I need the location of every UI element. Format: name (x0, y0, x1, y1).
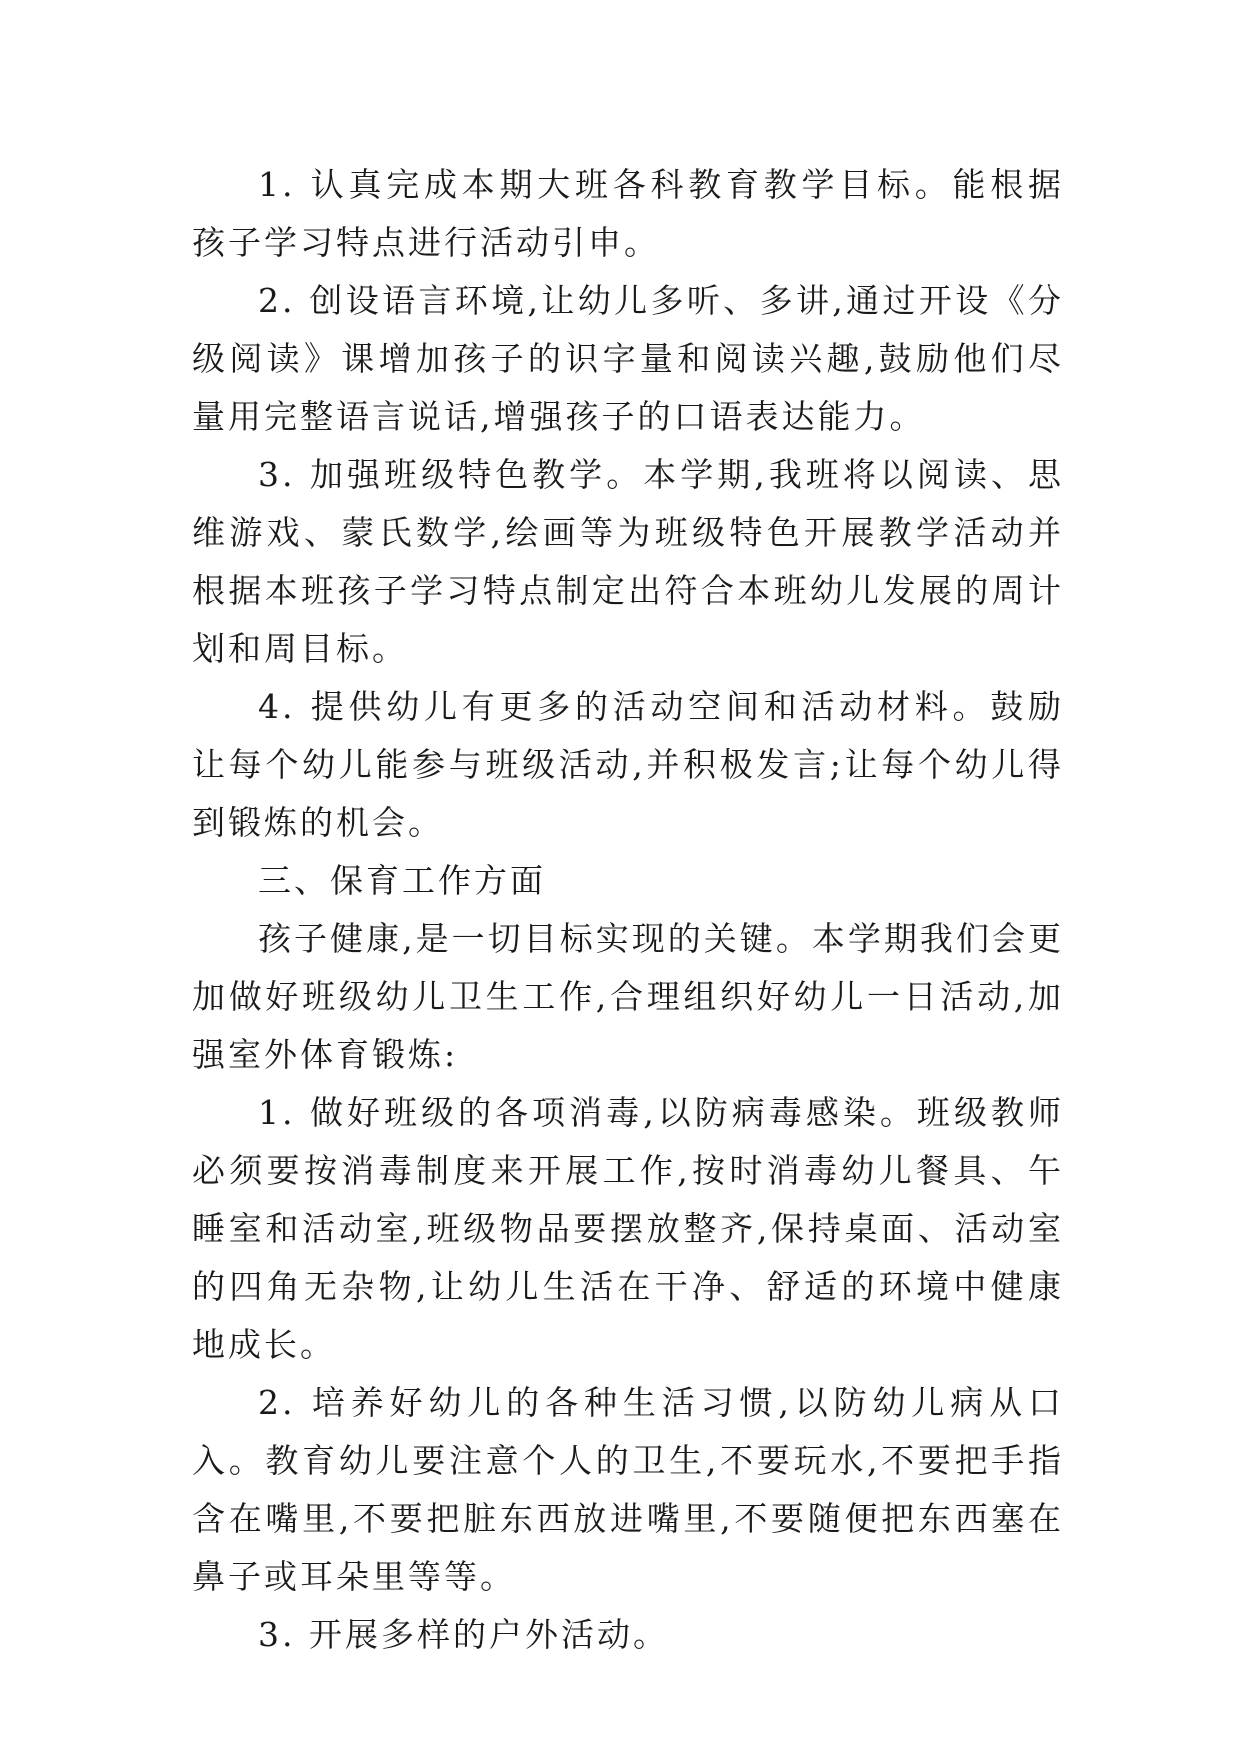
paragraph-teaching-goal-4: 4. 提供幼儿有更多的活动空间和活动材料。鼓励让每个幼儿能参与班级活动,并积极发言;让每个幼儿得到锻炼的机会。 (192, 687, 1064, 842)
paragraph-care-intro: 孩子健康,是一切目标实现的关键。本学期我们会更加做好班级幼儿卫生工作,合理组织好幼儿一日活动,加强室外体育锻炼: (192, 919, 1064, 1074)
paragraph-care-item-3: 3. 开展多样的户外活动。 (258, 1615, 669, 1654)
paragraph-care-item-1: 1. 做好班级的各项消毒,以防病毒感染。班级教师必须要按消毒制度来开展工作,按时消毒幼儿餐具、午睡室和活动室,班级物品要摆放整齐,保持桌面、活动室的四角无杂物,让幼儿生活在干净、舒适的环境中健康地成长。 (192, 1093, 1064, 1364)
paragraph-care-item-2: 2. 培养好幼儿的各种生活习惯,以防幼儿病从口入。教育幼儿要注意个人的卫生,不要玩水,不要把手指含在嘴里,不要把脏东西放进嘴里,不要随便把东西塞在鼻子或耳朵里等等。 (192, 1383, 1064, 1596)
paragraph-teaching-goal-2: 2. 创设语言环境,让幼儿多听、多讲,通过开设《分级阅读》课增加孩子的识字量和阅读兴趣,鼓励他们尽量用完整语言说话,增强孩子的口语表达能力。 (192, 281, 1064, 436)
document-body (192, 156, 1064, 1664)
section-heading-care-work: 三、保育工作方面 (258, 861, 546, 900)
paragraph-teaching-goal-3: 3. 加强班级特色教学。本学期,我班将以阅读、思维游戏、蒙氏数学,绘画等为班级特色开展教学活动并根据本班孩子学习特点制定出符合本班幼儿发展的周计划和周目标。 (192, 455, 1064, 668)
paragraph-teaching-goal-1: 1. 认真完成本期大班各科教育教学目标。能根据孩子学习特点进行活动引申。 (192, 165, 1064, 262)
